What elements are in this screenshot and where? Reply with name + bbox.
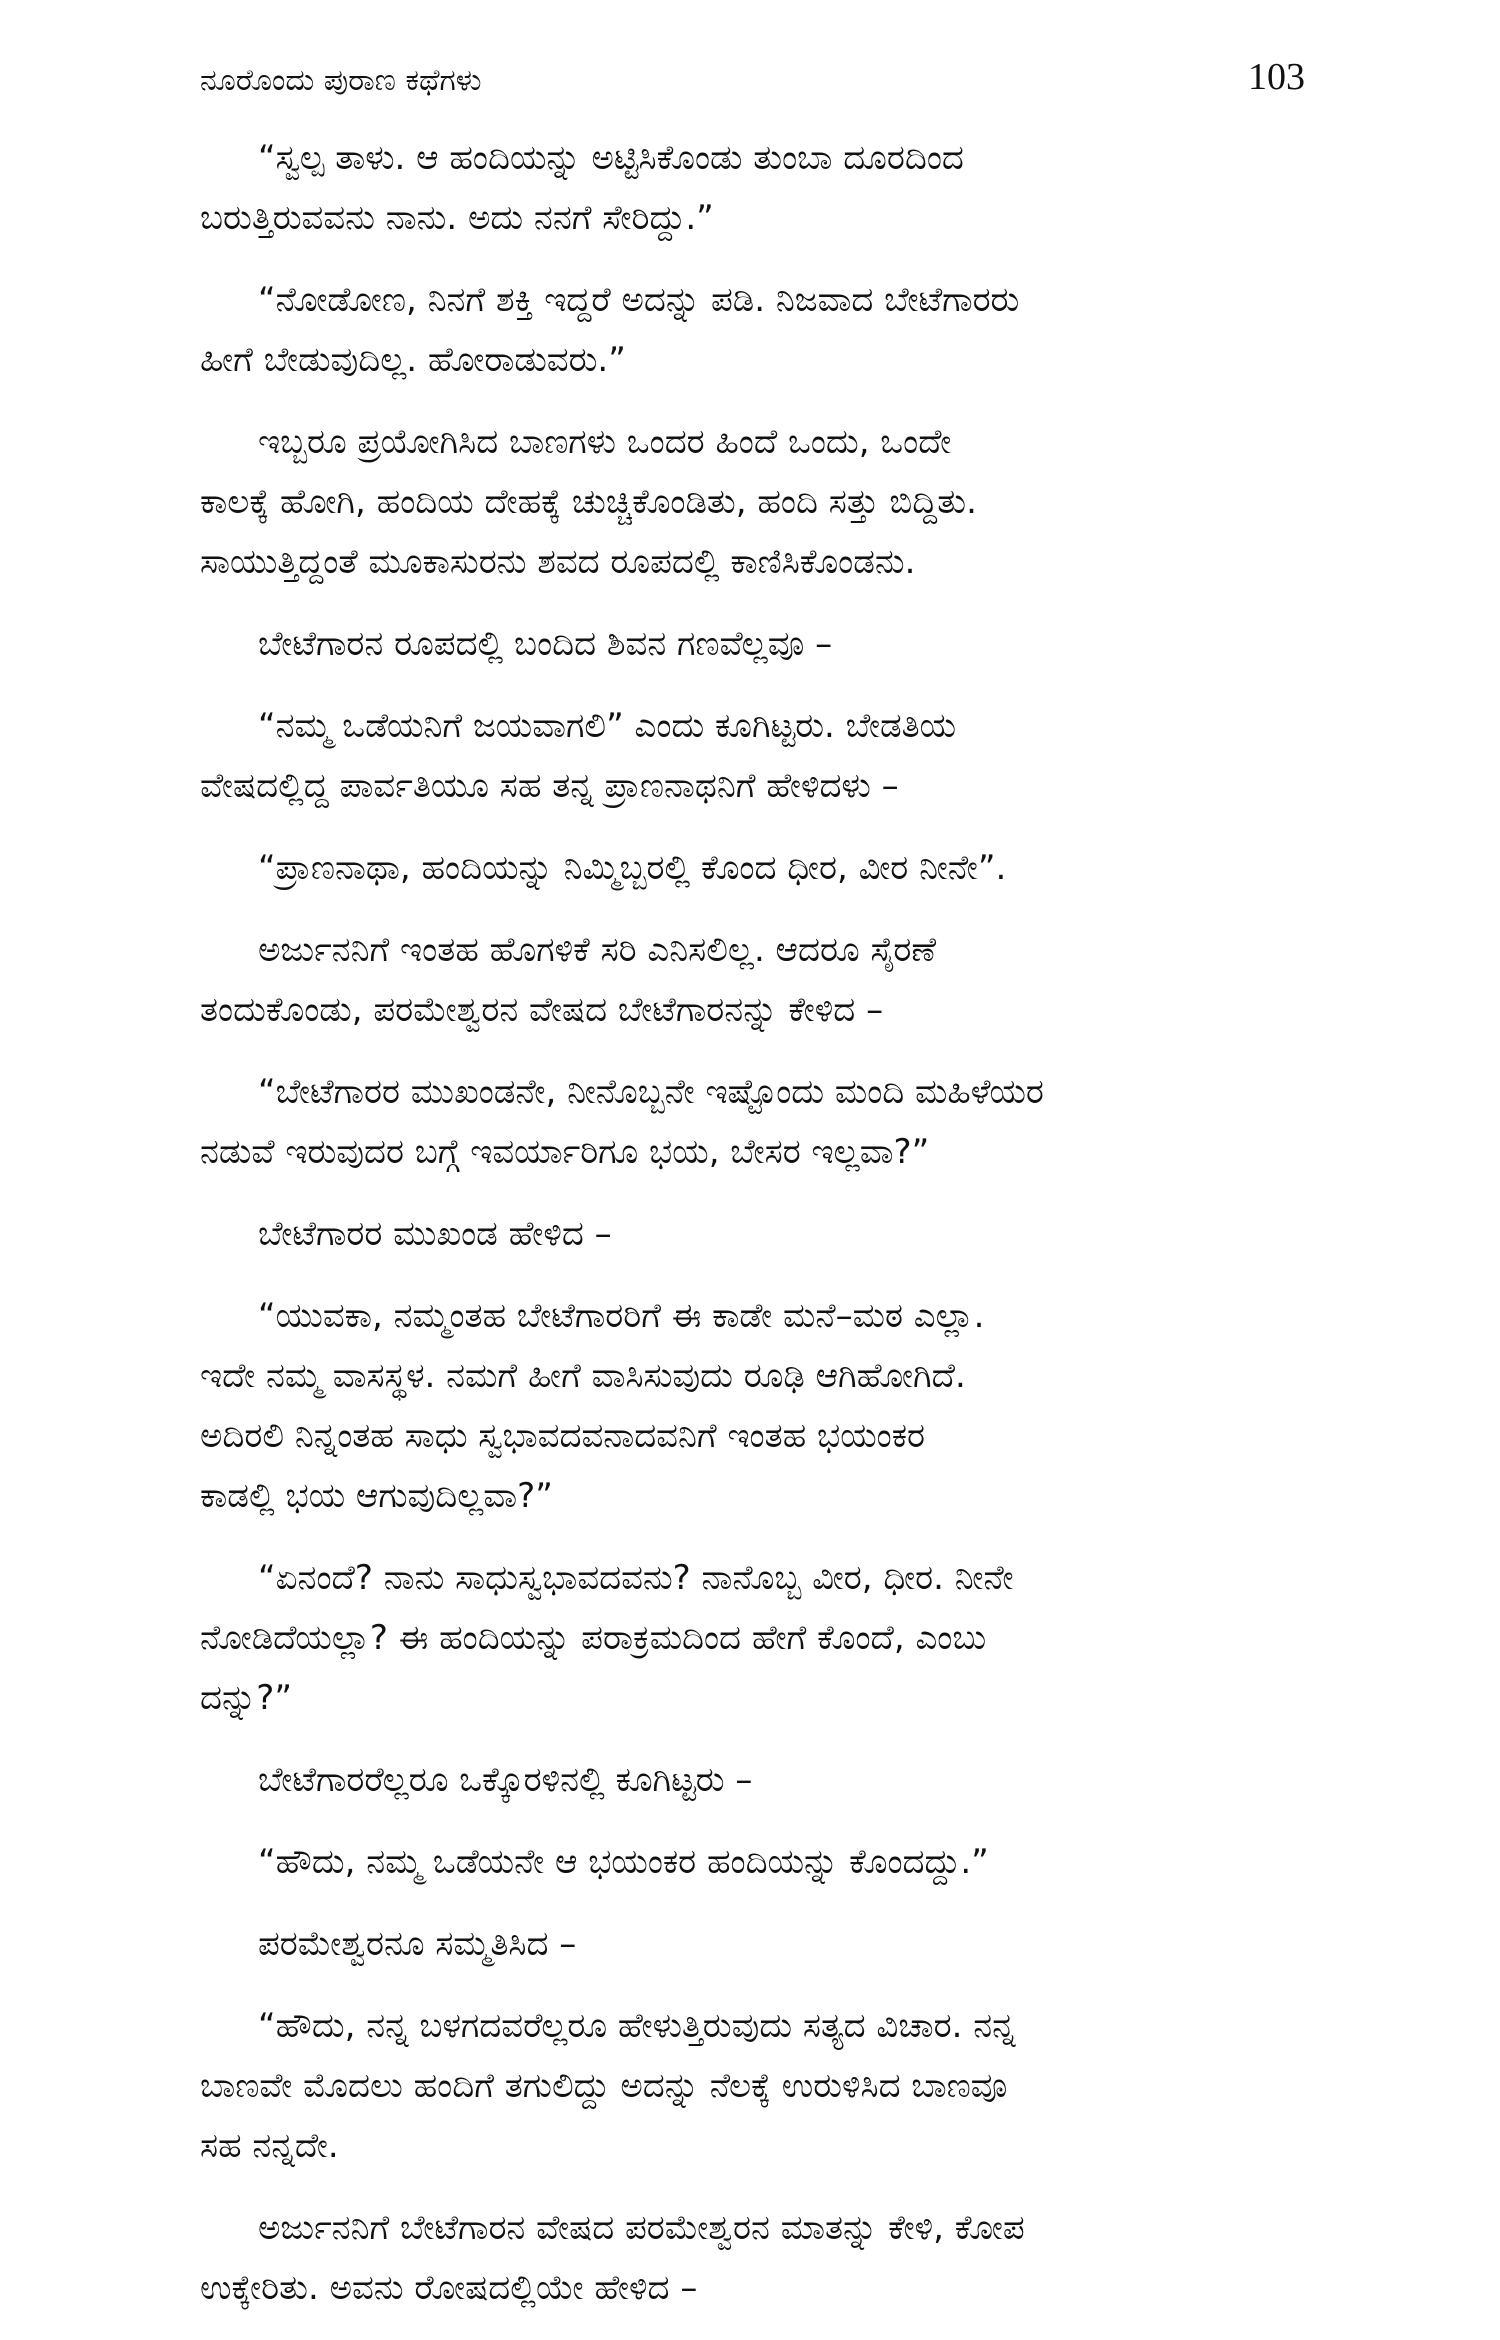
text-line: ಪರಮೇಶ್ವರನೂ ಸಮ್ಮತಿಸಿದ – [258,1924,577,1964]
paragraph [200,614,1305,674]
paragraph [200,838,1305,898]
paragraph [200,1750,1305,1810]
paragraph [200,920,1305,1040]
text-line: ಹೀಗೆ ಬೇಡುವುದಿಲ್ಲ. ಹೋರಾಡುವರು.” [200,340,626,380]
text-line: ಉಕ್ಕೇರಿತು. ಅವನು ರೋಷದಲ್ಲಿಯೇ ಹೇಳಿದ – [200,2268,698,2308]
paragraph [200,1996,1305,2176]
body-text [200,128,1305,2340]
text-line: ಸಹ ನನ್ನದೇ. [200,2126,339,2166]
text-line: ಬರುತ್ತಿರುವವನು ನಾನು. ಅದು ನನಗೆ ಸೇರಿದ್ದು.” [200,198,714,238]
text-line: “ಸ್ವಲ್ಪ ತಾಳು. ಆ ಹಂದಿಯನ್ನು ಅಟ್ಟಿಸಿಕೊಂಡು ತುಂಬಾ ದೂರದಿಂದ [258,138,964,178]
page-number: 103 [1248,56,1305,98]
text-line: “ಹೌದು, ನಮ್ಮ ಒಡೆಯನೇ ಆ ಭಯಂಕರ ಹಂದಿಯನ್ನು ಕೊಂದದ್ದು.” [258,1842,989,1882]
text-line: “ನಮ್ಮ ಒಡೆಯನಿಗೆ ಜಯವಾಗಲಿ” ಎಂದು ಕೂಗಿಟ್ಟರು. ಬೇಡತಿಯ [258,706,957,746]
paragraph [200,412,1305,592]
text-line: ಅರ್ಜುನನಿಗೆ ಇಂತಹ ಹೊಗಳಿಕೆ ಸರಿ ಎನಿಸಲಿಲ್ಲ. ಆದರೂ ಸೈರಣೆ [258,930,937,970]
text-line: ಬಾಣವೇ ಮೊದಲು ಹಂದಿಗೆ ತಗುಲಿದ್ದು ಅದನ್ನು ನೆಲಕ್ಕೆ ಉರುಳಿಸಿದ ಬಾಣವೂ [200,2066,1008,2106]
paragraph [200,1832,1305,1892]
text-line: ನಡುವೆ ಇರುವುದರ ಬಗ್ಗೆ ಇವರ್ಯಾರಿಗೂ ಭಯ, ಬೇಸರ ಇಲ್ಲವಾ?” [200,1132,930,1172]
text-line: ಅದಿರಲಿ ನಿನ್ನಂತಹ ಸಾಧು ಸ್ವಭಾವದವನಾದವನಿಗೆ ಇಂತಹ ಭಯಂಕರ [200,1416,925,1456]
text-line: “ಬೇಟೆಗಾರರ ಮುಖಂಡನೇ, ನೀನೊಬ್ಬನೇ ಇಷ್ಟೊಂದು ಮಂದಿ ಮಹಿಳೆಯರ [258,1072,1044,1112]
paragraph [200,1204,1305,1264]
text-line: ನೋಡಿದೆಯಲ್ಲಾ? ಈ ಹಂದಿಯನ್ನು ಪರಾಕ್ರಮದಿಂದ ಹೇಗೆ ಕೊಂದೆ, ಎಂಬು [200,1618,987,1658]
text-line: ಬೇಟೆಗಾರರ ಮುಖಂಡ ಹೇಳಿದ – [258,1214,612,1254]
text-line: ತಂದುಕೊಂಡು, ಪರಮೇಶ್ವರನ ವೇಷದ ಬೇಟೆಗಾರನನ್ನು ಕೇಳಿದ – [200,990,884,1030]
text-line: ಬೇಟೆಗಾರನ ರೂಪದಲ್ಲಿ ಬಂದಿದ ಶಿವನ ಗಣವೆಲ್ಲವೂ – [258,624,833,664]
text-line: ಇದೇ ನಮ್ಮ ವಾಸಸ್ಥಳ. ನಮಗೆ ಹೀಗೆ ವಾಸಿಸುವುದು ರೂಢಿ ಆಗಿಹೋಗಿದೆ. [200,1356,966,1396]
text-line: ಅರ್ಜುನನಿಗೆ ಬೇಟೆಗಾರನ ವೇಷದ ಪರಮೇಶ್ವರನ ಮಾತನ್ನು ಕೇಳಿ, ಕೋಪ [258,2208,1025,2248]
paragraph [200,1914,1305,1974]
text-line: ಸಾಯುತ್ತಿದ್ದಂತೆ ಮೂಕಾಸುರನು ಶವದ ರೂಪದಲ್ಲಿ ಕಾಣಿಸಿಕೊಂಡನು. [200,542,916,582]
running-head [200,55,1305,115]
text-line: ಕಾಲಕ್ಕೆ ಹೋಗಿ, ಹಂದಿಯ ದೇಹಕ್ಕೆ ಚುಚ್ಚಿಕೊಂಡಿತು, ಹಂದಿ ಸತ್ತು ಬಿದ್ದಿತು. [200,482,977,522]
paragraph [200,696,1305,816]
paragraph [200,1062,1305,1182]
paragraph [200,2198,1305,2318]
text-line: “ಹೌದು, ನನ್ನ ಬಳಗದವರೆಲ್ಲರೂ ಹೇಳುತ್ತಿರುವುದು ಸತ್ಯದ ವಿಚಾರ. ನನ್ನ [258,2006,1016,2046]
text-line: “ಪ್ರಾಣನಾಥಾ, ಹಂದಿಯನ್ನು ನಿಮ್ಮಿಬ್ಬರಲ್ಲಿ ಕೊಂದ ಧೀರ, ವೀರ ನೀನೇ”. [258,848,1007,888]
text-line: ಬೇಟೆಗಾರರೆಲ್ಲರೂ ಒಕ್ಕೊರಳಿನಲ್ಲಿ ಕೂಗಿಟ್ಟರು – [258,1760,753,1800]
text-line: “ಏನಂದೆ? ನಾನು ಸಾಧುಸ್ವಭಾವದವನು? ನಾನೊಬ್ಬ ವೀರ, ಧೀರ. ನೀನೇ [258,1558,1014,1598]
paragraph [200,270,1305,390]
text-line: ಕಾಡಲ್ಲಿ ಭಯ ಆಗುವುದಿಲ್ಲವಾ?” [200,1476,553,1516]
text-line: ವೇಷದಲ್ಲಿದ್ದ ಪಾರ್ವತಿಯೂ ಸಹ ತನ್ನ ಪ್ರಾಣನಾಥನಿಗೆ ಹೇಳಿದಳು – [200,766,899,806]
text-line: “ನೋಡೋಣ, ನಿನಗೆ ಶಕ್ತಿ ಇದ್ದರೆ ಅದನ್ನು ಪಡಿ. ನಿಜವಾದ ಬೇಟೆಗಾರರು [258,280,1020,320]
text-line: ಇಬ್ಬರೂ ಪ್ರಯೋಗಿಸಿದ ಬಾಣಗಳು ಒಂದರ ಹಿಂದೆ ಒಂದು, ಒಂದೇ [258,422,952,462]
paragraph [200,1286,1305,1526]
paragraph [200,1548,1305,1728]
text-line: ದನ್ನು?” [200,1678,292,1718]
text-line: “ಯುವಕಾ, ನಮ್ಮಂತಹ ಬೇಟೆಗಾರರಿಗೆ ಈ ಕಾಡೇ ಮನೆ–ಮಠ ಎಲ್ಲಾ. [258,1296,985,1336]
running-title: ನೂರೊಂದು ಪುರಾಣ ಕಥೆಗಳು [200,63,482,98]
paragraph [200,128,1305,248]
